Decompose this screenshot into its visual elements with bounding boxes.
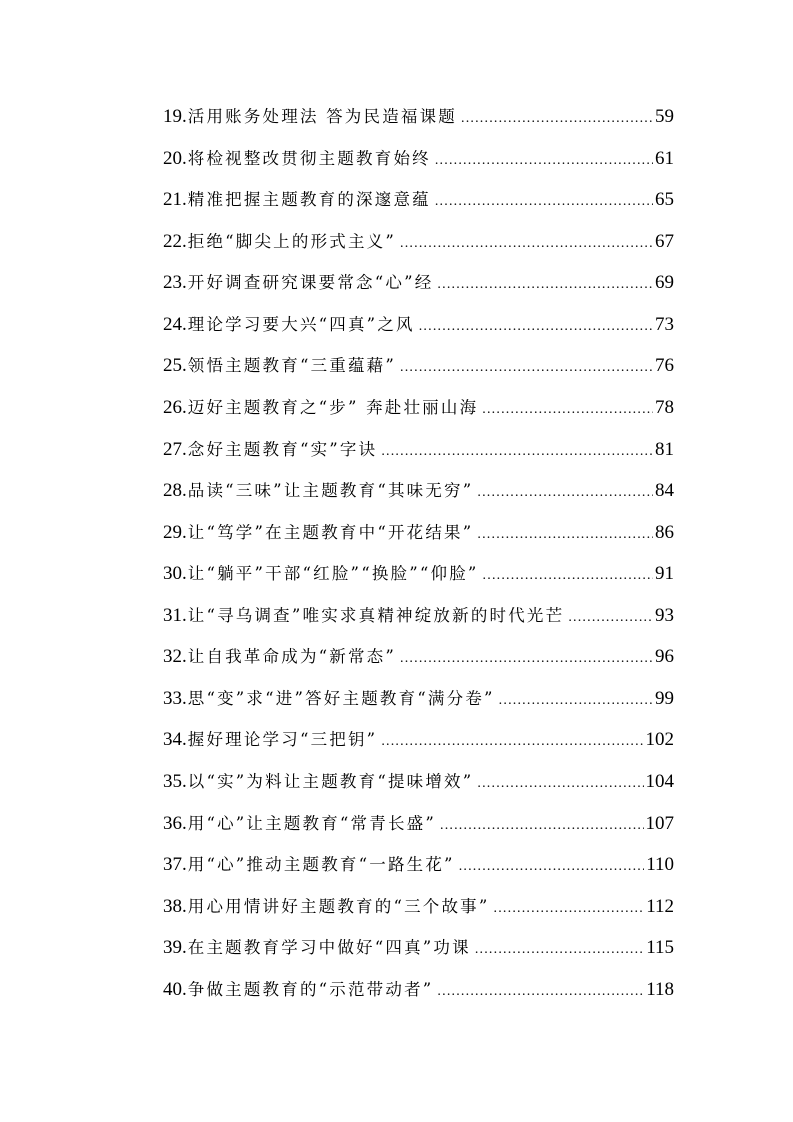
entry-page-number: 107	[645, 812, 674, 834]
entry-page-number: 76	[655, 355, 674, 377]
toc-entry[interactable]	[163, 103, 674, 145]
entry-page-number: 118	[646, 978, 674, 1000]
dot-leader	[477, 479, 653, 507]
dot-leader	[437, 978, 644, 1006]
entry-page-number: 110	[646, 854, 674, 876]
entry-number: 40.	[163, 978, 187, 1000]
entry-title: 迈好主题教育之“步” 奔赴壮丽山海	[187, 397, 479, 417]
entry-title: 让“笃学”在主题教育中“开花结果”	[187, 522, 474, 542]
entry-title: 将检视整改贯彻主题教育始终	[187, 148, 431, 168]
dot-leader	[419, 313, 653, 341]
dot-leader	[483, 562, 653, 590]
dot-leader	[400, 645, 653, 673]
dot-leader	[475, 936, 644, 964]
entry-number: 32.	[163, 646, 187, 668]
entry-page-number: 69	[655, 272, 674, 294]
dot-leader	[461, 105, 653, 133]
dot-leader	[494, 895, 645, 923]
table-of-contents	[163, 103, 674, 1017]
entry-page-number: 59	[655, 106, 674, 127]
dot-leader	[477, 521, 653, 549]
entry-number: 22.	[163, 230, 187, 252]
entry-number: 24.	[163, 313, 187, 335]
dot-leader	[482, 396, 653, 424]
entry-number: 30.	[163, 563, 187, 585]
entry-page-number: 86	[655, 521, 674, 543]
entry-title: 念好主题教育“实”字诀	[187, 439, 378, 459]
toc-entry[interactable]	[163, 851, 674, 893]
entry-title: 开好调查研究课要常念“心”经	[187, 273, 434, 293]
entry-page-number: 73	[655, 313, 674, 335]
dot-leader	[499, 687, 653, 715]
dot-leader	[400, 354, 653, 382]
entry-number: 36.	[163, 812, 187, 834]
toc-entry[interactable]	[163, 311, 674, 353]
entry-number: 28.	[163, 480, 187, 502]
entry-title: 理论学习要大兴“四真”之风	[187, 314, 415, 334]
toc-entry[interactable]	[163, 477, 674, 519]
dot-leader	[437, 271, 653, 299]
toc-entry[interactable]	[163, 893, 674, 935]
entry-title: 拒绝“脚尖上的形式主义”	[187, 231, 397, 251]
toc-entry[interactable]	[163, 934, 674, 976]
entry-page-number: 115	[646, 937, 674, 959]
entry-number: 26.	[163, 396, 187, 418]
entry-page-number: 104	[645, 771, 674, 792]
entry-number: 39.	[163, 937, 187, 959]
entry-number: 20.	[163, 147, 187, 169]
entry-page-number: 61	[655, 147, 674, 169]
entry-number: 35.	[163, 771, 187, 792]
entry-number: 38.	[163, 895, 187, 917]
toc-entry[interactable]	[163, 145, 674, 187]
dot-leader	[400, 230, 653, 258]
entry-number: 21.	[163, 189, 187, 211]
entry-page-number: 112	[646, 895, 674, 917]
dot-leader	[435, 188, 653, 216]
toc-entry[interactable]	[163, 269, 674, 311]
entry-page-number: 78	[655, 396, 674, 418]
entry-page-number: 65	[655, 189, 674, 211]
entry-title: 用“心”推动主题教育“一路生花”	[187, 855, 455, 875]
toc-entry[interactable]	[163, 560, 674, 602]
entry-page-number: 102	[645, 729, 674, 751]
entry-title: 用心用情讲好主题教育的“三个故事”	[187, 896, 490, 916]
entry-title: 精准把握主题教育的深邃意蕴	[187, 190, 431, 210]
toc-entry[interactable]	[163, 602, 674, 644]
dot-leader	[568, 604, 653, 632]
entry-page-number: 96	[655, 646, 674, 668]
entry-title: 握好理论学习“三把钥”	[187, 730, 378, 750]
entry-title: 在主题教育学习中做好“四真”功课	[187, 938, 471, 958]
entry-title: 活用账务处理法 答为民造福课题	[187, 107, 457, 126]
entry-number: 29.	[163, 521, 187, 543]
toc-entry[interactable]	[163, 810, 674, 852]
entry-title: 以“实”为料让主题教育“提味增效”	[187, 772, 474, 791]
toc-entry[interactable]	[163, 228, 674, 270]
dot-leader	[435, 147, 653, 175]
entry-page-number: 67	[655, 230, 674, 252]
toc-entry[interactable]	[163, 436, 674, 478]
entry-title: 思“变”求“进”答好主题教育“满分卷”	[187, 688, 495, 708]
entry-number: 25.	[163, 355, 187, 377]
toc-entry[interactable]	[163, 768, 674, 810]
dot-leader	[440, 812, 644, 840]
entry-number: 27.	[163, 438, 187, 460]
entry-number: 34.	[163, 729, 187, 751]
toc-entry[interactable]	[163, 519, 674, 561]
entry-page-number: 99	[655, 687, 674, 709]
dot-leader	[381, 438, 653, 466]
toc-entry[interactable]	[163, 394, 674, 436]
entry-page-number: 84	[655, 480, 674, 502]
entry-number: 33.	[163, 687, 187, 709]
dot-leader	[459, 853, 645, 881]
entry-title: 让自我革命成为“新常态”	[187, 647, 397, 667]
entry-number: 37.	[163, 854, 187, 876]
entry-title: 让“寻乌调查”唯实求真精神绽放新的时代光芒	[187, 605, 565, 625]
entry-title: 品读“三味”让主题教育“其味无穷”	[187, 481, 474, 501]
toc-entry[interactable]	[163, 976, 674, 1018]
entry-page-number: 81	[655, 438, 674, 460]
toc-entry[interactable]	[163, 685, 674, 727]
entry-title: 用“心”让主题教育“常青长盛”	[187, 813, 436, 833]
dot-leader	[381, 728, 643, 756]
entry-page-number: 91	[655, 563, 674, 585]
entry-number: 31.	[163, 604, 187, 626]
entry-title: 让“躺平”干部“红脸”“换脸”“仰脸”	[187, 564, 479, 584]
toc-entry[interactable]	[163, 643, 674, 685]
toc-entry[interactable]	[163, 726, 674, 768]
entry-title: 领悟主题教育“三重蕴藉”	[187, 356, 397, 376]
toc-entry[interactable]	[163, 186, 674, 228]
entry-title: 争做主题教育的“示范带动者”	[187, 979, 434, 999]
dot-leader	[477, 770, 643, 798]
toc-entry[interactable]	[163, 352, 674, 394]
entry-number: 19.	[163, 106, 187, 127]
entry-page-number: 93	[655, 604, 674, 626]
entry-number: 23.	[163, 272, 187, 294]
